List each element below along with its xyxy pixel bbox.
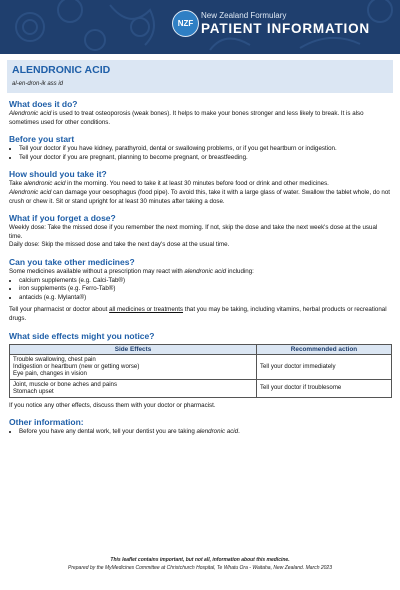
section-how (9, 169, 392, 206)
list-item: • calcium supplements (e.g. Calci-Tab®) (19, 277, 392, 286)
footer-disclaimer: This leaflet contains important, but not all, information about this medicine. (110, 557, 290, 563)
how-text-1: Take alendronic acid in the morning. You need to take it at least 30 minutes before food or drink and other medicines. (9, 180, 329, 188)
forget-weekly: Weekly dose: Take the missed dose if you remember the next morning. If not, skip the dose and take the next week's dose at the usual time. (9, 224, 378, 240)
other-info-list (9, 428, 392, 437)
list-item: • Before you have any dental work, tell your dentist you are taking alendronic acid. (19, 428, 392, 437)
section-what-does (9, 99, 392, 127)
other-meds-intro: Some medicines available without a prescription may react with alendronic acid including: (9, 267, 254, 275)
table-header-row (10, 344, 392, 354)
action-cell: Tell your doctor immediately (257, 354, 392, 379)
what-does-text: Alendronic acid is used to treat osteoporosis (weak bones). It helps to make your bones stronger and less likely to break. It is also sometimes used for other conditions. (9, 110, 364, 126)
pronunciation: al-en-dron-ik ass id (12, 81, 64, 87)
list-item: • Tell your doctor if you have kidney, parathyroid, dental or swallowing problems, or if you get heartburn or indigestion. (19, 145, 392, 154)
section-before (9, 134, 392, 162)
heading-what-does: What does it do? (9, 99, 78, 109)
column-header: Recommended action (257, 344, 392, 354)
section-other-info (9, 417, 392, 437)
heading-how: How should you take it? (9, 169, 107, 180)
before-list (9, 145, 392, 162)
header-banner (0, 0, 400, 54)
side-effects-cell: Trouble swallowing, chest pain Indigestion or heartburn (new or getting worse) Eye pain, changes in vision (10, 354, 257, 379)
list-item: • Tell your doctor if you are pregnant, planning to become pregnant, or breastfeeding. (19, 154, 392, 163)
how-text-2: Alendronic acid can damage your oesophagus (food pipe). To avoid this, take it with a large glass of water. Swallow the tablet whole, do not crush or chew it. Sit or stand upright for at least 30 minutes after taking a dose. (9, 188, 390, 205)
brand-title: PATIENT INFORMATION (201, 21, 370, 36)
table-row (10, 354, 392, 379)
section-forget (9, 213, 392, 250)
footer-credit: Prepared by the MyMedicines Committee at Christchurch Hospital, Te Whatu Ora - Waitaha, New Zealand. March 2023 (67, 565, 332, 571)
drug-title-box (7, 60, 393, 93)
side-effects-note: If you notice any other effects, discuss them with your doctor or pharmacist. (9, 401, 216, 409)
heading-other-meds: Can you take other medicines? (9, 256, 135, 267)
footer (0, 556, 400, 572)
forget-daily: Daily dose: Skip the missed dose and take the next day's dose at the usual time. (9, 241, 230, 249)
heading-forget: What if you forget a dose? (9, 213, 116, 224)
heading-side-effects: What side effects might you notice? (9, 330, 155, 341)
side-effects-cell: Joint, muscle or bone aches and pains Stomach upset (10, 379, 257, 397)
table-row (10, 379, 392, 397)
leaflet-content (9, 99, 392, 444)
section-side-effects (9, 331, 392, 411)
list-item: • iron supplements (e.g. Ferro-Tab®) (19, 285, 392, 294)
list-item: • antacids (e.g. Mylanta®) (19, 294, 392, 303)
heading-other-info: Other information: (9, 417, 84, 428)
action-cell: Tell your doctor if troublesome (257, 379, 392, 397)
brand-subtitle: New Zealand Formulary (201, 11, 287, 20)
nzf-logo: NZF (172, 10, 199, 37)
column-header: Side Effects (10, 344, 257, 354)
side-effects-table (9, 344, 392, 398)
section-other-meds (9, 257, 392, 324)
drug-title: ALENDRONIC ACID (12, 64, 111, 76)
heading-before: Before you start (9, 134, 75, 145)
other-meds-tell: Tell your pharmacist or doctor about all medicines or treatments that you may be taking, including vitamins, herbal products or recreational drugs. (9, 306, 387, 322)
other-meds-list (9, 277, 392, 303)
